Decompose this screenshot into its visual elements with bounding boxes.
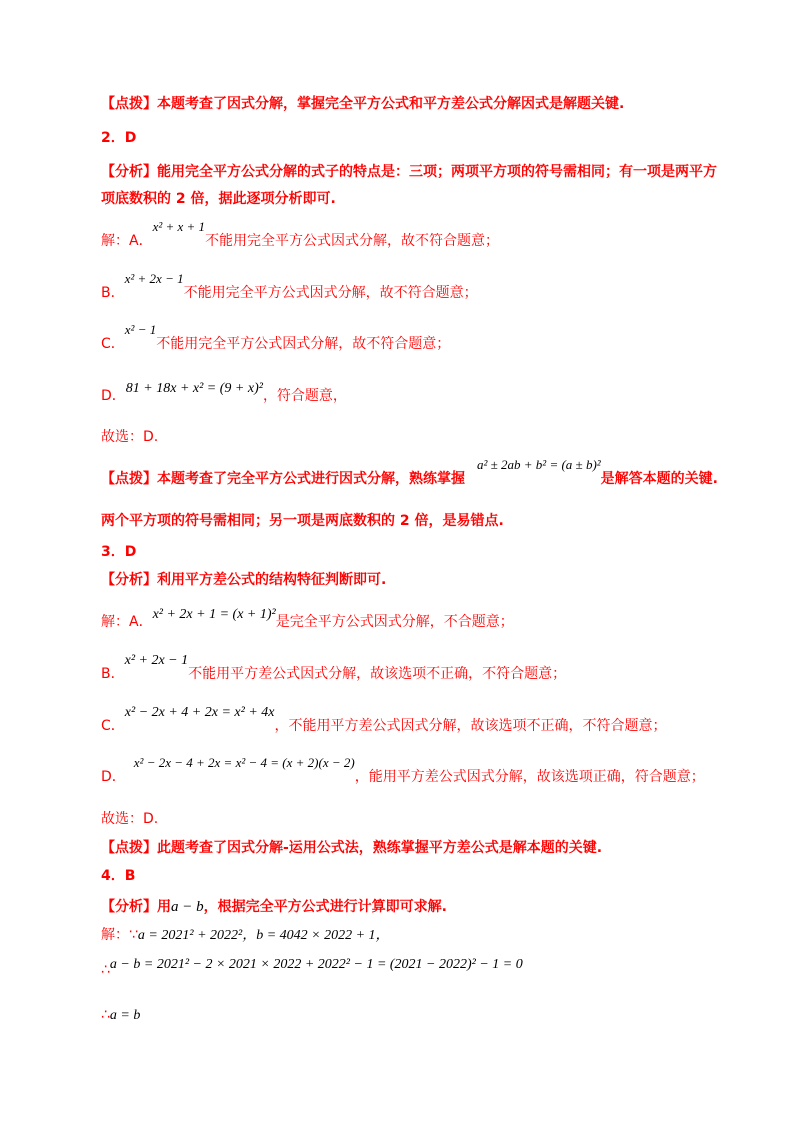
formula: x² + 2x − 1 [124, 653, 189, 668]
solution-3-a [101, 607, 514, 633]
option-text: ，能用平方差公式因式分解，故该选项正确，符合题意； [354, 769, 705, 785]
answer-3: 3．D [101, 544, 137, 560]
option-label: B． [101, 666, 125, 682]
formula: x² − 1 [124, 322, 157, 337]
choice-3: 故选：D. [101, 811, 159, 827]
option-label: D． [101, 769, 126, 785]
option-label: C． [101, 718, 125, 734]
option-text: 不能用完全平方公式因式分解，故不符合题意； [205, 233, 500, 249]
tip-line-3: 两个平方项的符号需相同；另一项是两底数积的 2 倍，是易错点. [101, 513, 504, 529]
therefore-symbol: ∴ [101, 962, 110, 978]
solution-2-b [101, 271, 478, 303]
solution-3-d [101, 755, 705, 787]
formula: a = 2021² + 2022²，b = 4042 × 2022 + 1， [137, 928, 390, 943]
tip-text: 【点拨】本题考查了完全平方公式进行因式分解，熟练掌握 [101, 471, 465, 487]
formula: x² + x + 1 [152, 219, 206, 234]
tip-line-2 [101, 457, 718, 489]
formula: a − b = 2021² − 2 × 2021 × 2022 + 2022² − 1 = (2021 − 2022)² − 1 = 0 [109, 957, 523, 972]
solution-text: 解：∵ [101, 927, 138, 943]
option-label: C． [101, 336, 125, 352]
analysis-3: 【分析】利用平方差公式的结构特征判断即可. [101, 572, 387, 588]
formula: a − b [171, 899, 204, 915]
solution-4-conclusion [101, 1005, 140, 1026]
analysis-text: 【分析】用 [101, 899, 171, 915]
option-text: 不能用完全平方公式因式分解，故不符合题意； [156, 336, 451, 352]
formula: x² − 2x + 4 + 2x = x² + 4x [124, 705, 275, 720]
solution-2-d [101, 381, 347, 407]
formula: x² − 2x − 4 + 2x = x² − 4 = (x + 2)(x − 2) [133, 755, 355, 770]
analysis-4 [101, 897, 447, 917]
tip-line-1: 【点拨】本题考查了因式分解，掌握完全平方公式和平方差公式分解因式是解题关键. [101, 96, 625, 112]
option-label: B． [101, 285, 125, 301]
option-text: ，符合题意， [262, 388, 347, 404]
option-label: 解：A． [101, 614, 153, 630]
analysis-2-line-1: 【分析】能用完全平方公式分解的式子的特点是：三项；两项平方项的符号需相同；有一项是两平方 [101, 164, 717, 180]
solution-3-b [101, 653, 567, 685]
analysis-2-line-2: 项底数积的 2 倍，据此逐项分析即可. [101, 191, 336, 207]
solution-2-c [101, 322, 451, 354]
option-text: 是完全平方公式因式分解，不合题意； [275, 614, 514, 630]
answer-4: 4．B [101, 868, 136, 884]
option-text: ，不能用平方差公式因式分解，故该选项不正确，不符合题意； [274, 718, 667, 734]
option-label: 解：A． [101, 233, 153, 249]
formula: a² ± 2ab + b² = (a ± b)² [477, 457, 601, 472]
tip-line-4: 【点拨】此题考查了因式分解-运用公式法，熟练掌握平方差公式是解本题的关键. [101, 840, 603, 856]
solution-2-a [101, 219, 500, 251]
therefore-symbol: ∴ [101, 1007, 110, 1023]
option-label: D． [101, 388, 126, 404]
formula: x² + 2x + 1 = (x + 1)² [152, 607, 276, 622]
choice-2: 故选：D. [101, 429, 159, 445]
analysis-text: ，根据完全平方公式进行计算即可求解. [203, 899, 447, 915]
formula: a = b [109, 1008, 141, 1023]
option-text: 不能用平方差公式因式分解，故该选项不正确，不符合题意； [188, 666, 567, 682]
tip-text: 是解答本题的关键. [600, 471, 718, 487]
solution-4-given [101, 925, 390, 946]
solution-4-step [101, 957, 523, 981]
answer-2: 2．D [101, 130, 137, 146]
formula: 81 + 18x + x² = (9 + x)² [125, 381, 263, 396]
solution-3-c [101, 705, 667, 737]
option-text: 不能用完全平方公式因式分解，故不符合题意； [183, 285, 478, 301]
formula: x² + 2x − 1 [124, 271, 184, 286]
